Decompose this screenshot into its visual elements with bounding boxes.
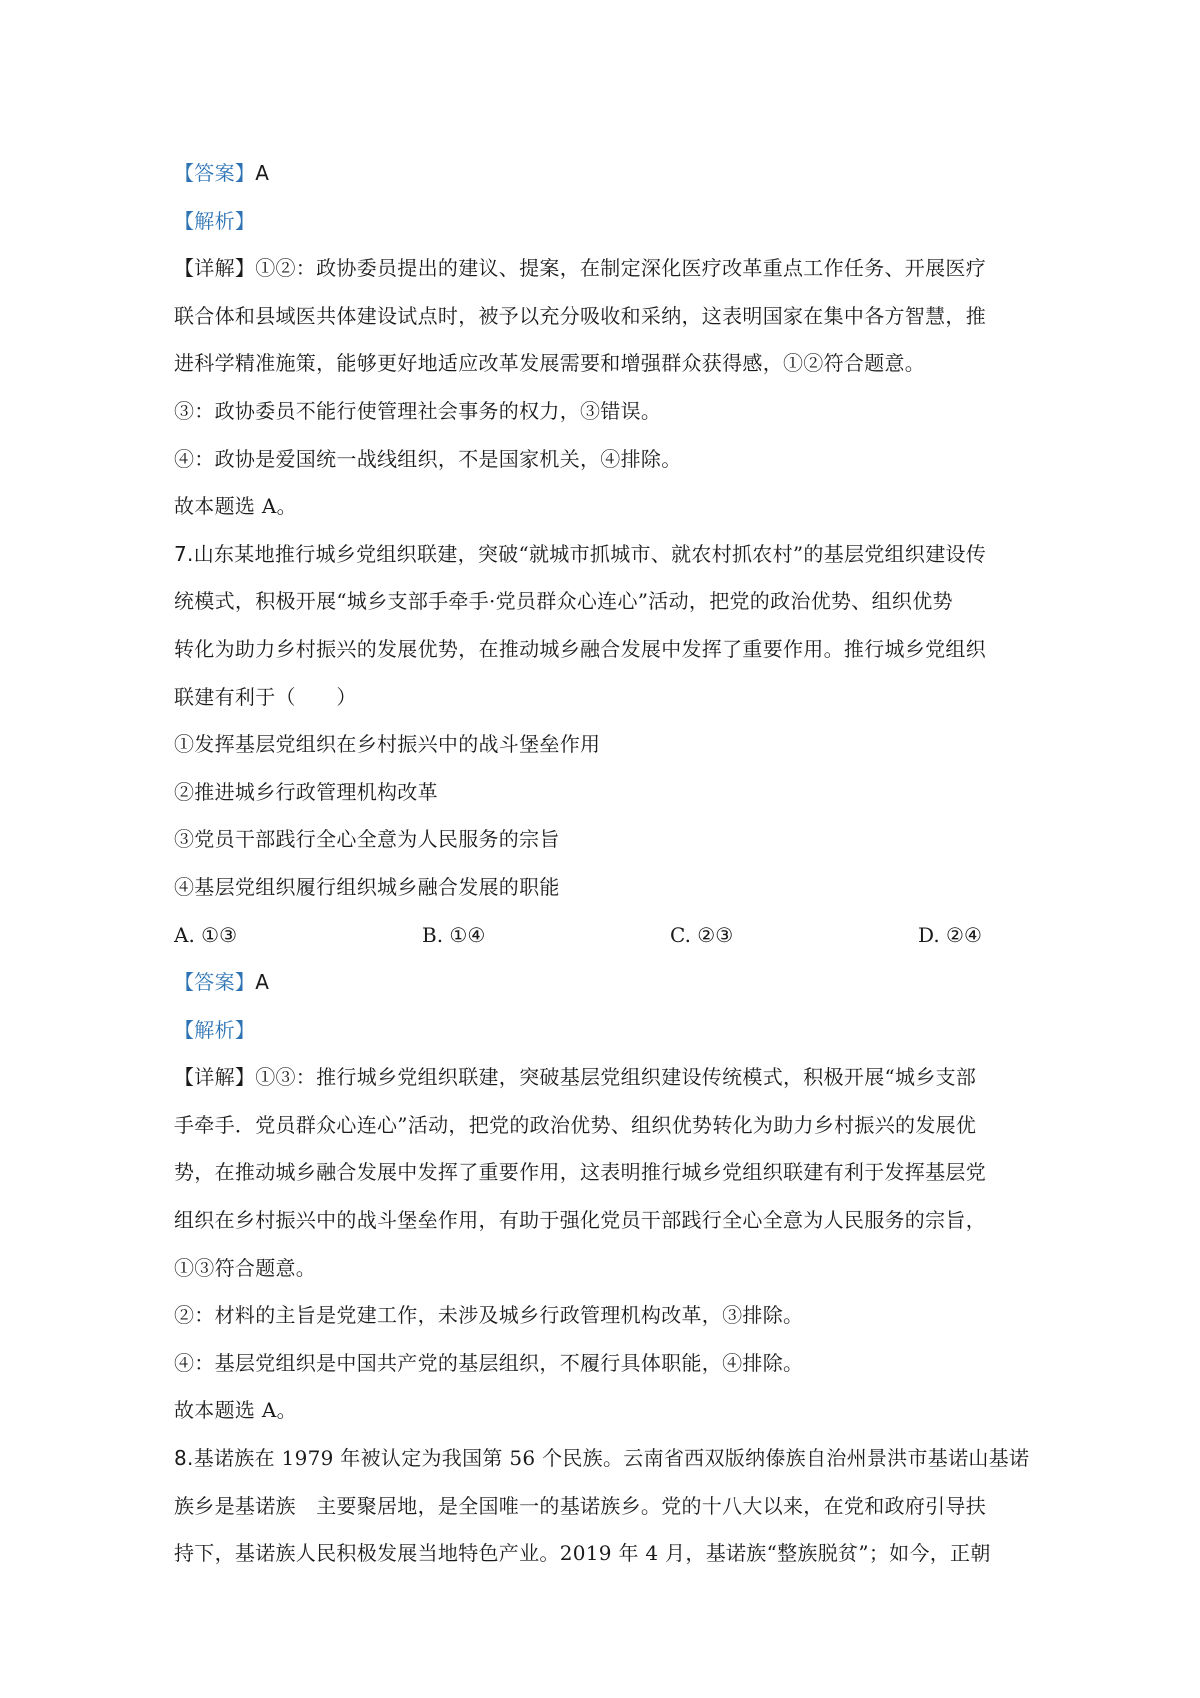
detail-text: ①②：政协委员提出的建议、提案，在制定深化医疗改革重点工作任务、开展医疗: [255, 256, 987, 281]
detail-line: ①③符合题意。: [174, 1255, 317, 1280]
question-number: 8.: [174, 1446, 194, 1471]
detail-tag: 【详解】: [174, 256, 256, 281]
question-stem: 持下，基诺族人民积极发展当地特色产业。2019 年 4 月，基诺族“整族脱贫”；如今，正朝: [174, 1541, 991, 1566]
option-item: ③党员干部践行全心全意为人民服务的宗旨: [174, 827, 560, 852]
question-stem: 统模式，积极开展“城乡支部手牵手·党员群众心连心”活动，把党的政治优势、组织优势: [174, 589, 953, 614]
explanation-line: ②：材料的主旨是党建工作，未涉及城乡行政管理机构改革，③排除。: [174, 1303, 804, 1328]
detail-line: 手牵手．党员群众心连心”活动，把党的政治优势、组织优势转化为助力乡村振兴的发展优: [174, 1112, 977, 1137]
analysis-tag: 【解析】: [174, 1017, 256, 1042]
choice-c: C. ②③: [670, 922, 734, 947]
question-stem: 族乡是基诺族 主要聚居地，是全国唯一的基诺族乡。党的十八大以来，在党和政府引导扶: [174, 1493, 986, 1518]
conclusion-line: 故本题选 A。: [174, 1398, 297, 1423]
document-page: [174, 150, 1036, 1578]
option-item: ①发挥基层党组织在乡村振兴中的战斗堡垒作用: [174, 732, 601, 757]
choice-b: B. ①④: [422, 922, 486, 947]
detail-line: 联合体和县域医共体建设试点时，被予以充分吸收和采纳，这表明国家在集中各方智慧，推: [174, 303, 986, 328]
option-item: ②推进城乡行政管理机构改革: [174, 779, 438, 804]
analysis-line: [174, 198, 1036, 246]
analysis-tag: 【解析】: [174, 208, 256, 233]
question-text: 山东某地推行城乡党组织联建，突破“就城市抓城市、就农村抓农村”的基层党组织建设传: [193, 541, 987, 566]
answer-value: A: [255, 161, 270, 185]
answer-line: [174, 959, 1036, 1007]
choices-row: [174, 912, 1036, 960]
question-text: 基诺族在 1979 年被认定为我国第 56 个民族。云南省西双版纳傣族自治州景洪市基诺山基诺: [193, 1446, 1030, 1471]
question-stem: [174, 531, 1036, 579]
conclusion-line: 故本题选 A。: [174, 494, 297, 519]
choice-d: D. ②④: [918, 922, 982, 947]
detail-line: 势，在推动城乡融合发展中发挥了重要作用，这表明推行城乡党组织联建有利于发挥基层党: [174, 1160, 986, 1185]
question-stem: 转化为助力乡村振兴的发展优势，在推动城乡融合发展中发挥了重要作用。推行城乡党组织: [174, 636, 986, 661]
answer-line: [174, 150, 1036, 198]
detail-line: 进科学精准施策，能够更好地适应改革发展需要和增强群众获得感，①②符合题意。: [174, 351, 926, 376]
choice-a: A. ①③: [174, 922, 238, 947]
analysis-line: [174, 1007, 1036, 1055]
question-stem: [174, 1435, 1036, 1483]
answer-value: A: [255, 970, 270, 995]
explanation-line: ④：政协是爱国统一战线组织，不是国家机关，④排除。: [174, 446, 682, 471]
explanation-line: ③：政协委员不能行使管理社会事务的权力，③错误。: [174, 398, 662, 423]
answer-tag: 【答案】: [174, 161, 256, 185]
detail-line: 组织在乡村振兴中的战斗堡垒作用，有助于强化党员干部践行全心全意为人民服务的宗旨，: [174, 1208, 986, 1233]
detail-line: [174, 245, 1036, 293]
explanation-line: ④：基层党组织是中国共产党的基层组织，不履行具体职能，④排除。: [174, 1350, 804, 1375]
question-number: 7.: [174, 541, 194, 566]
detail-text: ①③：推行城乡党组织联建，突破基层党组织建设传统模式，积极开展“城乡支部: [255, 1065, 977, 1090]
detail-line: [174, 1054, 1036, 1102]
detail-tag: 【详解】: [174, 1065, 256, 1090]
answer-tag: 【答案】: [174, 970, 256, 995]
option-item: ④基层党组织履行组织城乡融合发展的职能: [174, 874, 560, 899]
question-stem: 联建有利于（ ）: [174, 684, 357, 709]
